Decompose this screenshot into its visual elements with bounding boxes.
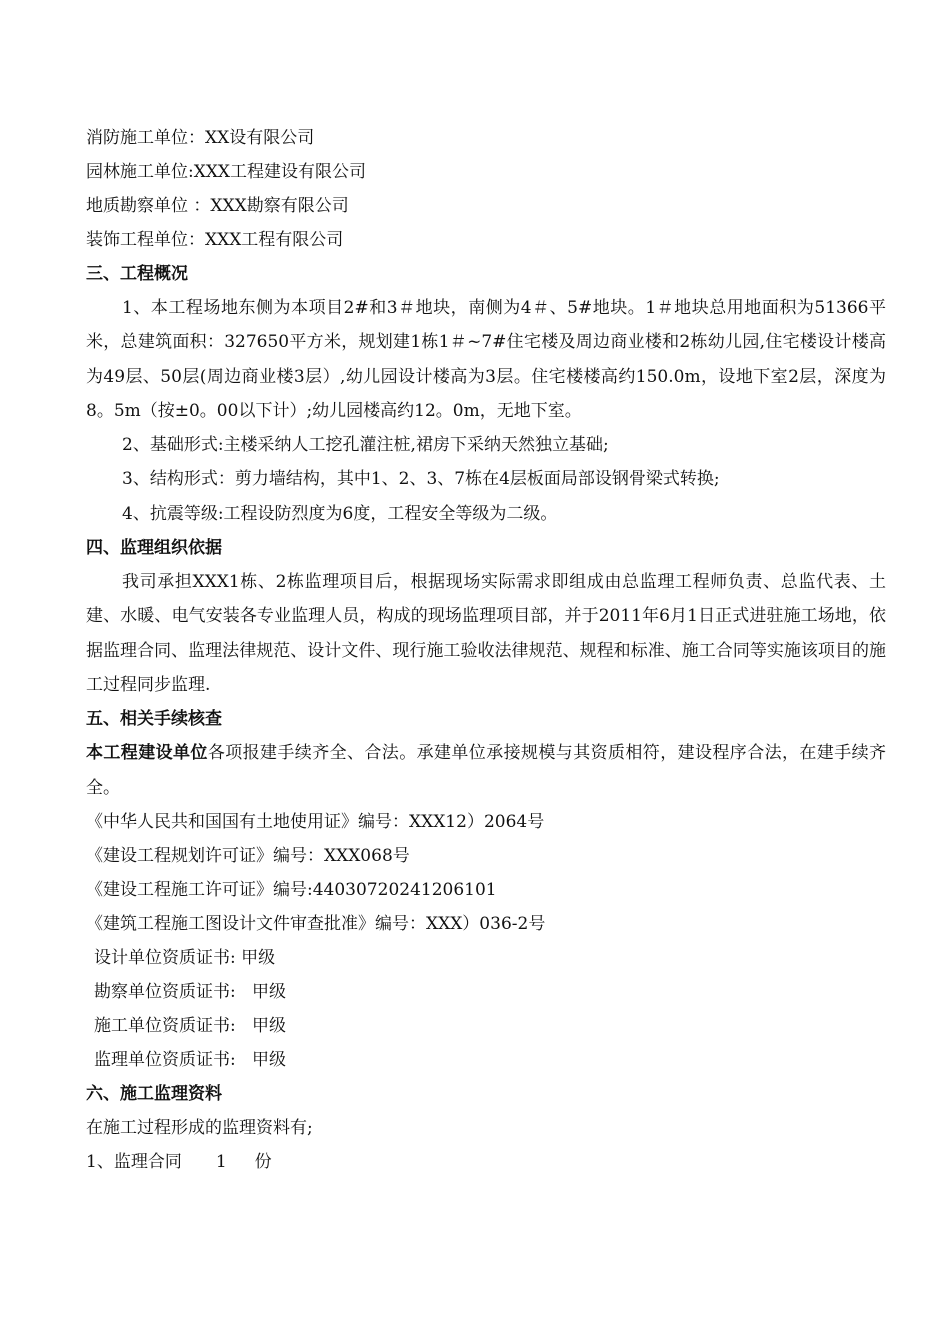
section3-para-3: 3、结构形式：剪力墙结构，其中1、2、3、7栋在4层板面局部设钢骨梁式转换; xyxy=(122,469,720,490)
document-page xyxy=(86,121,886,1179)
cert-design xyxy=(86,941,886,975)
permit-drawing-review: 《建筑工程施工图设计文件审查批准》编号：XXX）036-2号 xyxy=(86,913,546,934)
material-unit: 份 xyxy=(254,1151,272,1172)
section4-title: 四、监理组织依据 xyxy=(86,538,222,559)
section6-title: 六、施工监理资料 xyxy=(86,1083,222,1104)
cert-value: 甲级 xyxy=(251,1015,286,1036)
section3-para-4: 4、抗震等级:工程设防烈度为6度，工程安全等级为二级。 xyxy=(122,503,558,524)
section3-title: 三、工程概况 xyxy=(86,264,188,284)
cert-value: 甲级 xyxy=(241,947,276,968)
section5-title: 五、相关手续核查 xyxy=(86,709,222,730)
cert-supervision xyxy=(86,1043,886,1077)
section3-para-1: 1、本工程场地东侧为本项目2#和3＃地块，南侧为4＃、5#地块。1＃地块总用地面积为51366平米，总建筑面积：327650平方米，规划建1栋1＃~7#住宅楼及周边商业楼和2栋幼儿园,住宅楼设计楼高为49层、50层(周边商业楼3层）,幼儿园设计楼高为3层。住宅楼楼高约150.0m，设地下室2层，深度为8。5m（按±0。00以下计）;幼儿园楼高约12。0m，无地下室。 xyxy=(86,298,886,421)
unit-fire: 消防施工单位：XX设有限公司 xyxy=(86,128,315,148)
unit-decoration: 装饰工程单位：XXX工程有限公司 xyxy=(86,230,344,250)
section4-para-1: 我司承担XXX1栋、2栋监理项目后，根据现场实际需求即组成由总监理工程师负责、总监代表、土建、水暖、电气安装各专业监理人员，构成的现场监理项目部，并于2011年6月1日正式进驻施工场地，依据监理合同、监理法律规范、设计文件、现行施工验收法律规范、规程和标准、施工合同等实施该项目的施工过程同步监理. xyxy=(86,572,886,695)
material-count: 1 xyxy=(215,1151,227,1172)
permit-construction: 《建设工程施工许可证》编号:44030720241206101 xyxy=(86,879,497,900)
cert-construction xyxy=(86,1009,886,1043)
cert-label: 监理单位资质证书: xyxy=(94,1049,236,1070)
unit-landscape: 园林施工单位:XXX工程建设有限公司 xyxy=(86,162,367,182)
cert-value: 甲级 xyxy=(251,981,286,1002)
cert-label: 勘察单位资质证书: xyxy=(94,981,236,1002)
unit-geology: 地质勘察单位 ：XXX勘察有限公司 xyxy=(86,196,349,216)
material-name: 1、监理合同 xyxy=(86,1151,182,1172)
section5-lead-rest: 各项报建手续齐全、合法。承建单位承接规模与其资质相符，建设程序合法，在建手续齐全。 xyxy=(86,743,887,798)
cert-survey xyxy=(86,975,886,1009)
material-item-1 xyxy=(86,1145,886,1179)
section3-para-2: 2、基础形式:主楼采纳人工挖孔灌注桩,裙房下采纳天然独立基础; xyxy=(122,435,609,456)
cert-value: 甲级 xyxy=(251,1049,286,1070)
permit-land-use: 《中华人民共和国国有土地使用证》编号：XXX12）2064号 xyxy=(86,811,545,832)
permit-planning: 《建设工程规划许可证》编号：XXX068号 xyxy=(86,845,410,866)
section5-lead-bold: 本工程建设单位 xyxy=(86,743,208,764)
section6-intro: 在施工过程形成的监理资料有; xyxy=(86,1117,313,1138)
cert-label: 施工单位资质证书: xyxy=(94,1015,236,1036)
cert-label: 设计单位资质证书: xyxy=(94,947,236,968)
section5-lead xyxy=(86,736,886,805)
